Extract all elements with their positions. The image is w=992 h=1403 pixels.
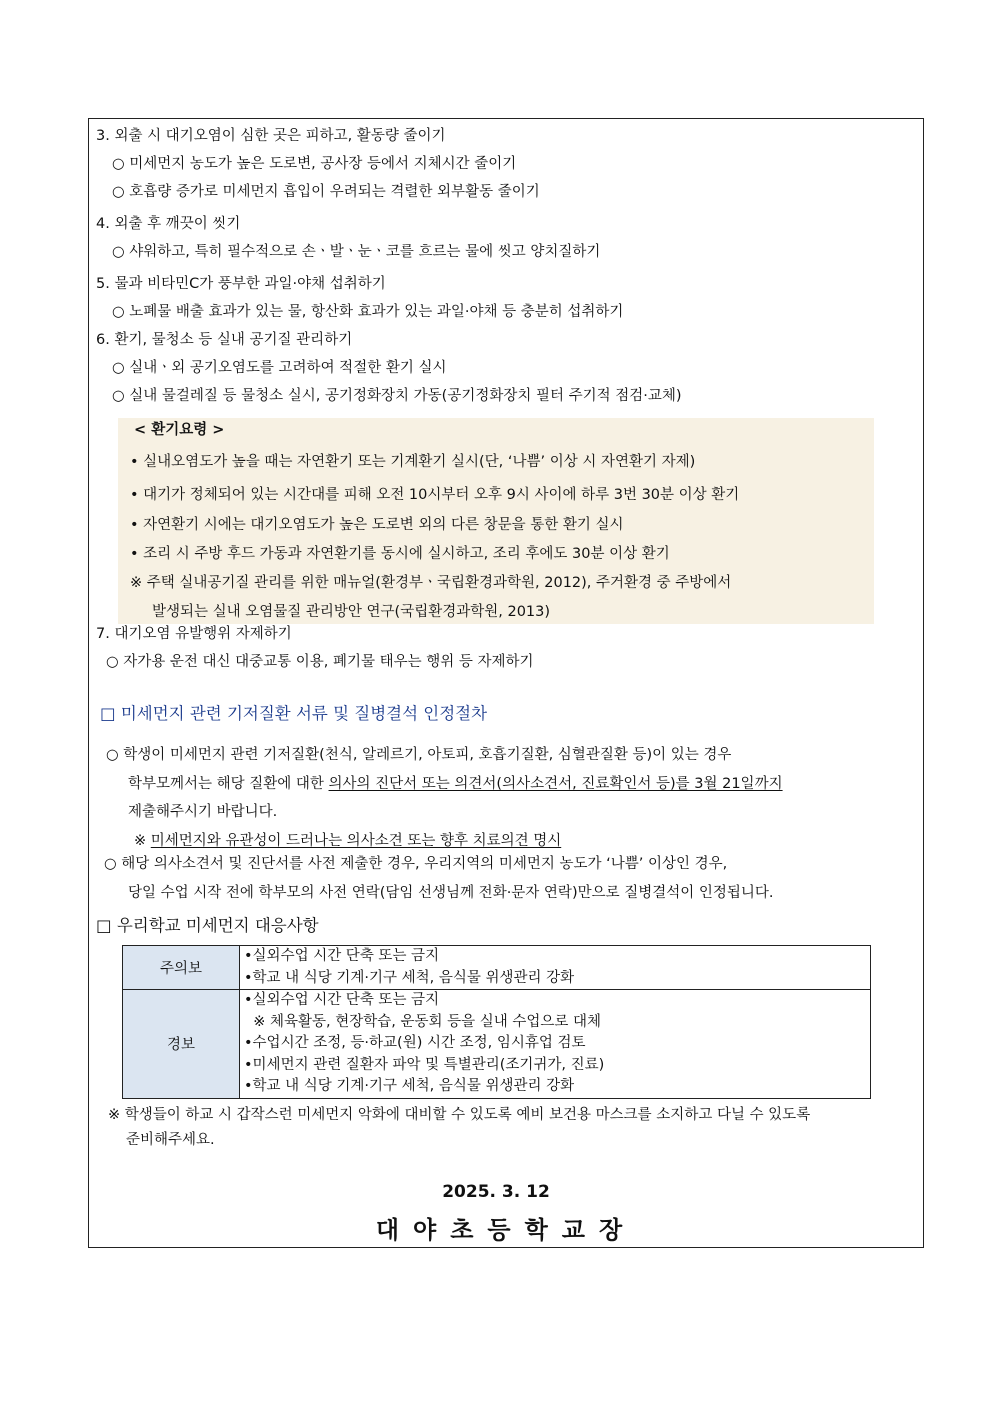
ventilation-bullet-1: • 실내오염도가 높을 때는 자연환기 또는 기계환기 실시(단, ‘나쁨’ 이상 시 자연환기 자제): [130, 454, 696, 470]
item-6-heading: 6. 환기, 물청소 등 실내 공기질 관리하기: [96, 332, 353, 348]
item-7-sub-a: ○ 자가용 운전 대신 대중교통 이용, 폐기물 태우는 행위 등 자제하기: [106, 654, 534, 670]
disease-note-underlined: 미세먼지와 유관성이 드러나는 의사소견 또는 향후 치료의견 명시: [150, 833, 562, 849]
alert-action-note: ※ 체육활동, 현장학습, 운동회 등을 실내 수업으로 대체: [244, 1013, 601, 1030]
ventilation-bullet-3: • 자연환기 시에는 대기오염도가 높은 도로변 외의 다른 창문을 통한 환기 실시: [130, 517, 624, 533]
warning-action-2: •학교 내 식당 기계·기구 세척, 음식물 위생관리 강화: [244, 969, 575, 986]
disease-para-1b-text: 학부모께서는 해당 질환에 대한: [128, 776, 329, 792]
item-4-heading: 4. 외출 후 깨끗이 씻기: [96, 216, 241, 232]
alert-action-3: •미세먼지 관련 질환자 파악 및 특별관리(조기귀가, 진료): [244, 1056, 605, 1073]
item-6-sub-b: ○ 실내 물걸레질 등 물청소 실시, 공기정화장치 가동(공기정화장치 필터 주기적 점검·교체): [112, 388, 682, 404]
item-4-sub-a: ○ 샤워하고, 특히 필수적으로 손ㆍ발ㆍ눈ㆍ코를 흐르는 물에 씻고 양치질하기: [112, 244, 601, 260]
item-5-heading: 5. 물과 비타민C가 풍부한 과일·야채 섭취하기: [96, 276, 386, 292]
response-row-warning: [123, 946, 871, 990]
warning-actions: [240, 946, 871, 990]
mask-note-2: 준비해주세요.: [126, 1132, 215, 1148]
ventilation-title: < 환기요령 >: [134, 422, 225, 438]
disease-note: [134, 831, 561, 851]
item-5-sub-a: ○ 노폐물 배출 효과가 있는 물, 항산화 효과가 있는 과일·야채 등 충분히 섭취하기: [112, 304, 624, 320]
alert-action-4: •학교 내 식당 기계·기구 세척, 음식물 위생관리 강화: [244, 1078, 575, 1094]
ventilation-bullet-4: • 조리 시 주방 후드 가동과 자연환기를 동시에 실시하고, 조리 후에도 30분 이상 환기: [130, 546, 670, 562]
ventilation-note-2: 발생되는 실내 오염물질 관리방안 연구(국립환경과학원, 2013): [152, 604, 551, 620]
disease-note-mark: ※: [134, 833, 151, 849]
response-table: [122, 945, 871, 1099]
alert-action-1: •실외수업 시간 단축 또는 금지: [244, 992, 440, 1008]
response-section-heading: □ 우리학교 미세먼지 대응사항: [96, 916, 319, 935]
item-3-heading: 3. 외출 시 대기오염이 심한 곳은 피하고, 활동량 줄이기: [96, 128, 446, 144]
disease-para-1b: [128, 774, 783, 794]
item-6-sub-a: ○ 실내ㆍ외 공기오염도를 고려하여 적절한 환기 실시: [112, 360, 447, 376]
item-3-sub-b: ○ 호흡량 증가로 미세먼지 흡입이 우려되는 격렬한 외부활동 줄이기: [112, 184, 540, 200]
disease-para-2a: ○ 해당 의사소견서 및 진단서를 사전 제출한 경우, 우리지역의 미세먼지 농도가 ‘나쁨’ 이상인 경우,: [104, 856, 728, 872]
disease-deadline-underlined: 의사의 진단서 또는 의견서(의사소견서, 진료확인서 등)를 3월 21일까지: [328, 776, 783, 792]
alert-actions: [240, 990, 871, 1099]
mask-note-1: ※ 학생들이 하교 시 갑작스런 미세먼지 악화에 대비할 수 있도록 예비 보건용 마스크를 소지하고 다닐 수 있도록: [108, 1107, 811, 1123]
ventilation-bullet-2: • 대기가 정체되어 있는 시간대를 피해 오전 10시부터 오후 9시 사이에 하루 3번 30분 이상 환기: [130, 487, 740, 503]
alert-action-2: •수업시간 조정, 등·하교(원) 시간 조정, 임시휴업 검토: [244, 1035, 586, 1051]
disease-para-1c: 제출해주시기 바랍니다.: [128, 804, 278, 820]
warning-action-1: •실외수업 시간 단축 또는 금지: [244, 948, 440, 964]
response-row-alert: [123, 990, 871, 1099]
warning-label: 주의보: [123, 946, 240, 990]
disease-section-heading: □ 미세먼지 관련 기저질환 서류 및 질병결석 인정절차: [100, 704, 488, 723]
ventilation-note-1: ※ 주택 실내공기질 관리를 위한 매뉴얼(환경부ㆍ국립환경과학원, 2012), 주거환경 중 주방에서: [130, 575, 732, 591]
alert-label: 경보: [123, 990, 240, 1099]
notice-date: 2025. 3. 12: [442, 1182, 550, 1202]
disease-para-1a: ○ 학생이 미세먼지 관련 기저질환(천식, 알레르기, 아토피, 호흡기질환, 심혈관질환 등)이 있는 경우: [106, 747, 732, 763]
disease-para-2b: 당일 수업 시작 전에 학부모의 사전 연락(담임 선생님께 전화·문자 연락)만으로 질병결석이 인정됩니다.: [128, 885, 774, 901]
school-principal-signature: 대야초등학교장: [375, 1216, 637, 1244]
item-7-heading: 7. 대기오염 유발행위 자제하기: [96, 626, 292, 642]
item-3-sub-a: ○ 미세먼지 농도가 높은 도로변, 공사장 등에서 지체시간 줄이기: [112, 156, 517, 172]
